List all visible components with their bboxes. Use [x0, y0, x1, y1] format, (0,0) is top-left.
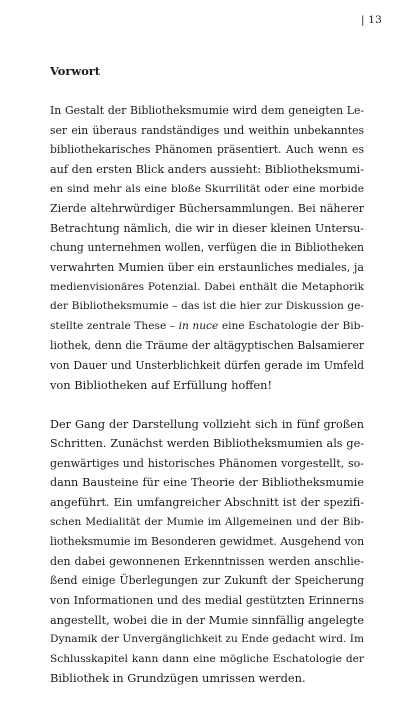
text-line: der Bibliotheksmumie – das ist die hier zur Diskussion ge-: [50, 300, 364, 313]
text-line: ßend einige Überlegungen zur Zukunft der Speicherung: [50, 574, 364, 588]
paragraph-1: [50, 101, 364, 395]
text-line-with-italic: [50, 317, 364, 337]
text-line: In Gestalt der Bibliotheksmumie wird dem geneigten Le-: [50, 104, 364, 118]
italic-phrase: in nuce: [178, 319, 219, 332]
text-line: Zierde altehrwürdiger Büchersammlungen. Bei näherer: [50, 202, 364, 216]
text-line: genwärtiges und historisches Phänomen vorgestellt, so-: [50, 456, 364, 470]
text-line: von Informationen und des medial gestützten Erinnerns: [50, 594, 364, 608]
text-line: von Dauer und Unsterblichkeit dürfen gerade im Umfeld: [50, 358, 364, 372]
text-line: liothek, denn die Träume der altägyptischen Balsamierer: [50, 339, 364, 353]
page-number: | 13: [360, 14, 382, 26]
text-line: ser ein überaus randständiges und weithin unbekanntes: [50, 123, 364, 137]
text-line: Bibliothek in Grundzügen umrissen werden.: [50, 671, 306, 686]
text-line: Dynamik der Unvergänglichkeit zu Ende gedacht wird. Im: [50, 633, 364, 646]
text-line: medienvisionäres Potenzial. Dabei enthält die Metaphorik: [50, 280, 364, 293]
text-line: verwahrten Mumien über ein erstaunliches mediales, ja: [50, 260, 364, 274]
text-line: Betrachtung nämlich, die wir in dieser kleinen Untersu-: [50, 221, 364, 235]
text-segment: stellte zentrale These –: [50, 319, 176, 332]
paragraph-2: [50, 415, 364, 689]
text-block: [50, 62, 364, 709]
text-line: Der Gang der Darstellung vollzieht sich in fünf großen: [50, 417, 364, 431]
text-line: von Bibliotheken auf Erfüllung hoffen!: [50, 377, 273, 392]
text-line: schen Medialität der Mumie im Allgemeinen und der Bib-: [50, 515, 364, 528]
text-line: Schritten. Zunächst werden Bibliotheksmumien als ge-: [50, 437, 364, 451]
text-line: dann Bausteine für eine Theorie der Bibliotheksmumie: [50, 476, 364, 490]
section-heading: Vorwort: [50, 64, 101, 78]
text-line: bibliothekarisches Phänomen präsentiert. Auch wenn es: [50, 143, 364, 157]
text-line: angestellt, wobei die in der Mumie sinnfällig angelegte: [50, 613, 364, 627]
text-line: angeführt. Ein umfangreicher Abschnitt ist der spezifi-: [50, 496, 364, 510]
text-segment: eine Eschatologie der Bib-: [221, 319, 364, 332]
text-line: Schlusskapitel kann dann eine mögliche Eschatologie der: [50, 652, 364, 665]
text-line: liotheksmumie im Besonderen gewidmet. Ausgehend von: [50, 535, 364, 549]
text-line: auf den ersten Blick anders aussieht: Bibliotheksmumi-: [50, 162, 364, 176]
text-line: en sind mehr als eine bloße Skurrilität oder eine morbide: [50, 182, 364, 195]
text-line: den dabei gewonnenen Erkenntnissen werden anschlie-: [50, 554, 364, 568]
text-line: chung unternehmen wollen, verfügen die in Bibliotheken: [50, 241, 364, 255]
